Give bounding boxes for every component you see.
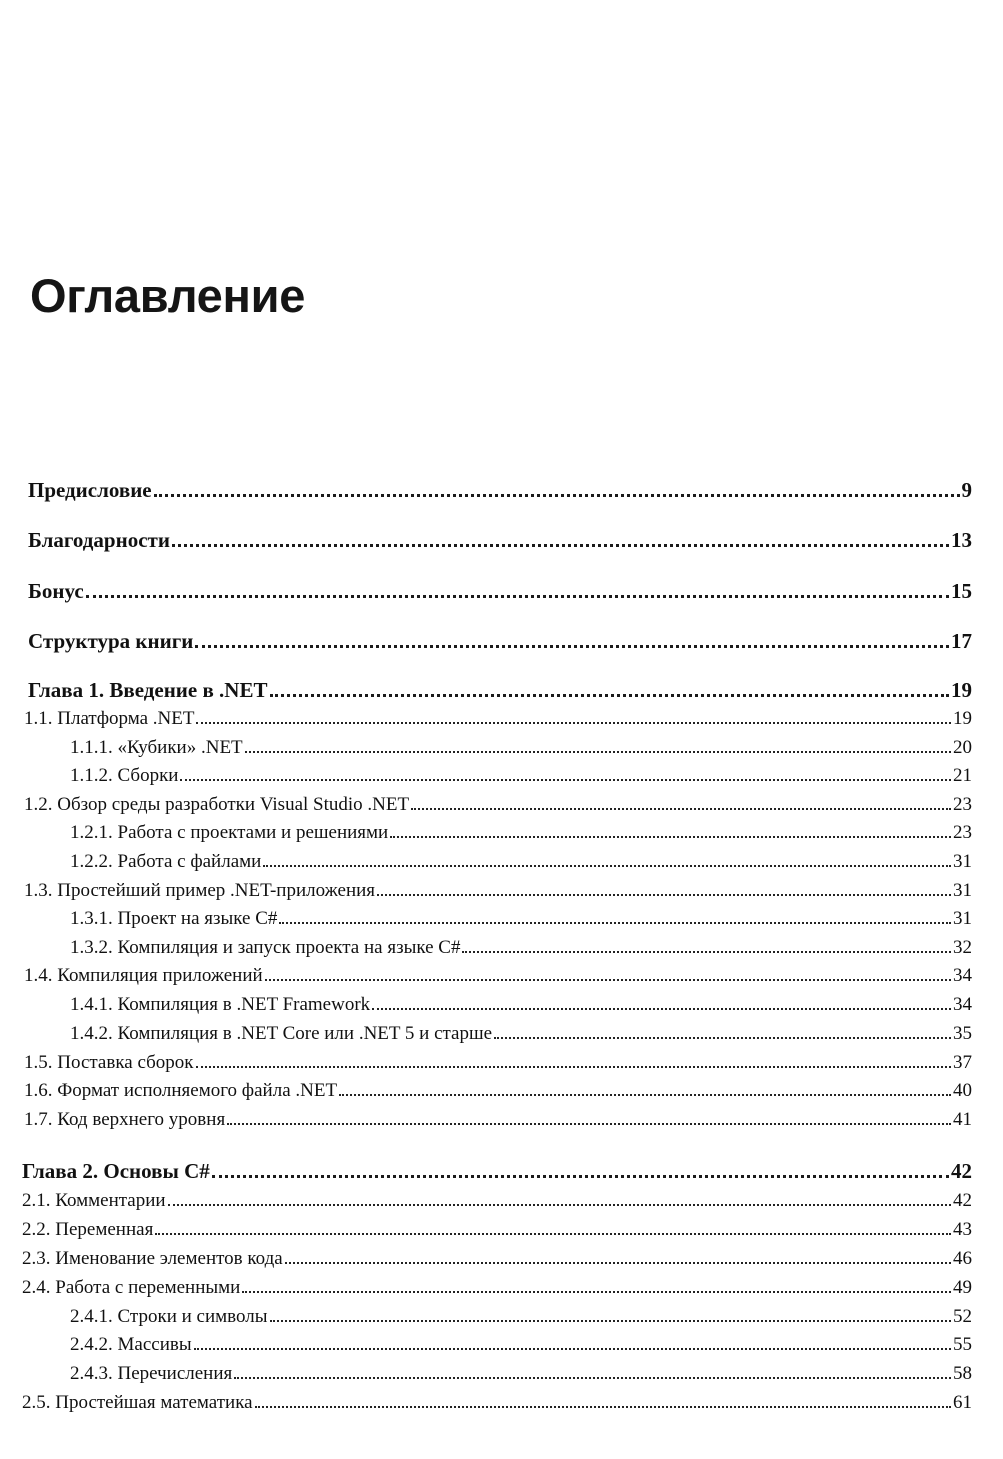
toc-entry-page: 42 xyxy=(953,1190,972,1211)
toc-entry-label: 2.5. Простейшая математика xyxy=(22,1392,253,1413)
toc-entry-chapter-2[interactable] xyxy=(22,1159,972,1184)
toc-entry-page: 17 xyxy=(951,629,972,653)
toc-entry-label: 1.6. Формат исполняемого файла .NET xyxy=(24,1080,338,1101)
toc-entry-label: 1.3.1. Проект на языке C# xyxy=(70,908,278,929)
dot-leader xyxy=(462,951,951,953)
toc-entry-label: Благодарности xyxy=(28,528,170,552)
toc-entry-1-2-1[interactable] xyxy=(70,822,972,844)
toc-entry-2-5[interactable] xyxy=(22,1392,972,1414)
dot-leader xyxy=(172,544,949,547)
toc-entry-label: 1.2.2. Работа с файлами xyxy=(70,851,262,872)
toc-entry-page: 21 xyxy=(953,765,972,786)
dot-leader xyxy=(270,694,950,697)
toc-entry-page: 23 xyxy=(953,794,972,815)
toc-entry-1-1[interactable] xyxy=(24,708,972,730)
dot-leader xyxy=(377,894,951,896)
toc-entry-1-6[interactable] xyxy=(24,1080,972,1102)
toc-entry-page: 32 xyxy=(953,937,972,958)
toc-entry-chapter-1[interactable] xyxy=(28,678,972,703)
dot-leader xyxy=(168,1204,951,1206)
toc-entry-1-1-1[interactable] xyxy=(70,737,972,759)
toc-entry-label: 1.1.1. «Кубики» .NET xyxy=(70,737,243,758)
toc-entry-label: 1.7. Код верхнего уровня xyxy=(24,1109,226,1130)
dot-leader xyxy=(154,494,960,497)
toc-entry-page: 42 xyxy=(951,1159,972,1183)
toc-entry-label: Глава 2. Основы C# xyxy=(22,1159,210,1183)
toc-entry-page: 61 xyxy=(953,1392,972,1413)
toc-entry-label: 1.4. Компиляция приложений xyxy=(24,965,263,986)
toc-entry-label: 2.3. Именование элементов кода xyxy=(22,1248,283,1269)
toc-entry-book-structure[interactable] xyxy=(28,629,972,654)
toc-entry-label: 2.2. Переменная xyxy=(22,1219,154,1240)
dot-leader xyxy=(255,1406,951,1408)
toc-entry-label: Бонус xyxy=(28,579,84,603)
toc-entry-page: 19 xyxy=(951,678,972,702)
toc-entry-2-2[interactable] xyxy=(22,1219,972,1241)
toc-entry-1-2-2[interactable] xyxy=(70,851,972,873)
toc-entry-page: 19 xyxy=(953,708,972,729)
toc-entry-page: 58 xyxy=(953,1363,972,1384)
toc-entry-label: 2.4. Работа с переменными xyxy=(22,1277,241,1298)
dot-leader xyxy=(242,1291,951,1293)
toc-entry-preface[interactable] xyxy=(28,478,972,503)
toc-entry-label: 1.3. Простейший пример .NET-приложения xyxy=(24,880,376,901)
toc-entry-2-1[interactable] xyxy=(22,1190,972,1212)
toc-entry-page: 34 xyxy=(953,994,972,1015)
dot-leader xyxy=(194,1348,951,1350)
dot-leader xyxy=(196,722,951,724)
toc-entry-1-1-2[interactable] xyxy=(70,765,972,787)
toc-entry-label: Предисловие xyxy=(28,478,152,502)
toc-entry-bonus[interactable] xyxy=(28,579,972,604)
dot-leader xyxy=(270,1320,952,1322)
toc-entry-page: 34 xyxy=(953,965,972,986)
toc-entry-1-3-1[interactable] xyxy=(70,908,972,930)
toc-entry-page: 52 xyxy=(953,1306,972,1327)
toc-entry-acknowledgements[interactable] xyxy=(28,528,972,553)
toc-entry-1-7[interactable] xyxy=(24,1109,972,1131)
toc-entry-page: 35 xyxy=(953,1023,972,1044)
toc-entry-label: 2.4.2. Массивы xyxy=(70,1334,192,1355)
toc-entry-page: 55 xyxy=(953,1334,972,1355)
toc-entry-label: 2.1. Комментарии xyxy=(22,1190,166,1211)
toc-entry-label: 1.3.2. Компиляция и запуск проекта на языке C# xyxy=(70,937,461,958)
toc-entry-1-4[interactable] xyxy=(24,965,972,987)
dot-leader xyxy=(279,922,951,924)
toc-entry-page: 41 xyxy=(953,1109,972,1130)
dot-leader xyxy=(155,1233,951,1235)
dot-leader xyxy=(180,779,951,781)
toc-entry-1-5[interactable] xyxy=(24,1052,972,1074)
toc-entry-label: 1.1.2. Сборки xyxy=(70,765,179,786)
toc-entry-page: 43 xyxy=(953,1219,972,1240)
dot-leader xyxy=(372,1008,951,1010)
toc-entry-page: 37 xyxy=(953,1052,972,1073)
toc-entry-1-3[interactable] xyxy=(24,880,972,902)
toc-entry-label: Структура книги xyxy=(28,629,194,653)
toc-entry-1-4-1[interactable] xyxy=(70,994,972,1016)
toc-entry-page: 31 xyxy=(953,908,972,929)
toc-entry-page: 15 xyxy=(951,579,972,603)
toc-entry-label: 1.2. Обзор среды разработки Visual Studio .NET xyxy=(24,794,410,815)
toc-entry-label: 1.1. Платформа .NET xyxy=(24,708,195,729)
toc-entry-page: 20 xyxy=(953,737,972,758)
dot-leader xyxy=(265,979,951,981)
dot-leader xyxy=(195,645,949,648)
toc-entry-2-4-1[interactable] xyxy=(70,1306,972,1328)
toc-entry-page: 31 xyxy=(953,851,972,872)
toc-entry-page: 46 xyxy=(953,1248,972,1269)
toc-entry-label: 1.4.2. Компиляция в .NET Core или .NET 5 и старше xyxy=(70,1023,493,1044)
dot-leader xyxy=(227,1123,951,1125)
dot-leader xyxy=(245,751,951,753)
toc-entry-label: 1.2.1. Работа с проектами и решениями xyxy=(70,822,389,843)
dot-leader xyxy=(339,1094,951,1096)
toc-entry-label: 2.4.1. Строки и символы xyxy=(70,1306,268,1327)
toc-entry-2-3[interactable] xyxy=(22,1248,972,1270)
toc-entry-page: 23 xyxy=(953,822,972,843)
toc-entry-page: 31 xyxy=(953,880,972,901)
toc-entry-label: Глава 1. Введение в .NET xyxy=(28,678,268,702)
toc-entry-1-3-2[interactable] xyxy=(70,937,972,959)
dot-leader xyxy=(196,1066,951,1068)
toc-entry-label: 2.4.3. Перечисления xyxy=(70,1363,233,1384)
toc-entry-page: 9 xyxy=(961,478,972,502)
toc-entry-1-4-2[interactable] xyxy=(70,1023,972,1045)
dot-leader xyxy=(494,1037,951,1039)
dot-leader xyxy=(390,836,951,838)
dot-leader xyxy=(234,1377,951,1379)
toc-entry-page: 13 xyxy=(951,528,972,552)
toc-entry-label: 1.4.1. Компиляция в .NET Framework xyxy=(70,994,371,1015)
dot-leader xyxy=(212,1175,949,1178)
dot-leader xyxy=(411,808,951,810)
page-title: Оглавление xyxy=(30,269,306,322)
toc-entry-2-4[interactable] xyxy=(22,1277,972,1299)
toc-entry-1-2[interactable] xyxy=(24,794,972,816)
dot-leader xyxy=(263,865,951,867)
dot-leader xyxy=(285,1262,951,1264)
toc-entry-page: 40 xyxy=(953,1080,972,1101)
toc-entry-2-4-3[interactable] xyxy=(70,1363,972,1385)
dot-leader xyxy=(86,595,949,598)
toc-entry-label: 1.5. Поставка сборок xyxy=(24,1052,194,1073)
toc-entry-2-4-2[interactable] xyxy=(70,1334,972,1356)
toc-entry-page: 49 xyxy=(953,1277,972,1298)
